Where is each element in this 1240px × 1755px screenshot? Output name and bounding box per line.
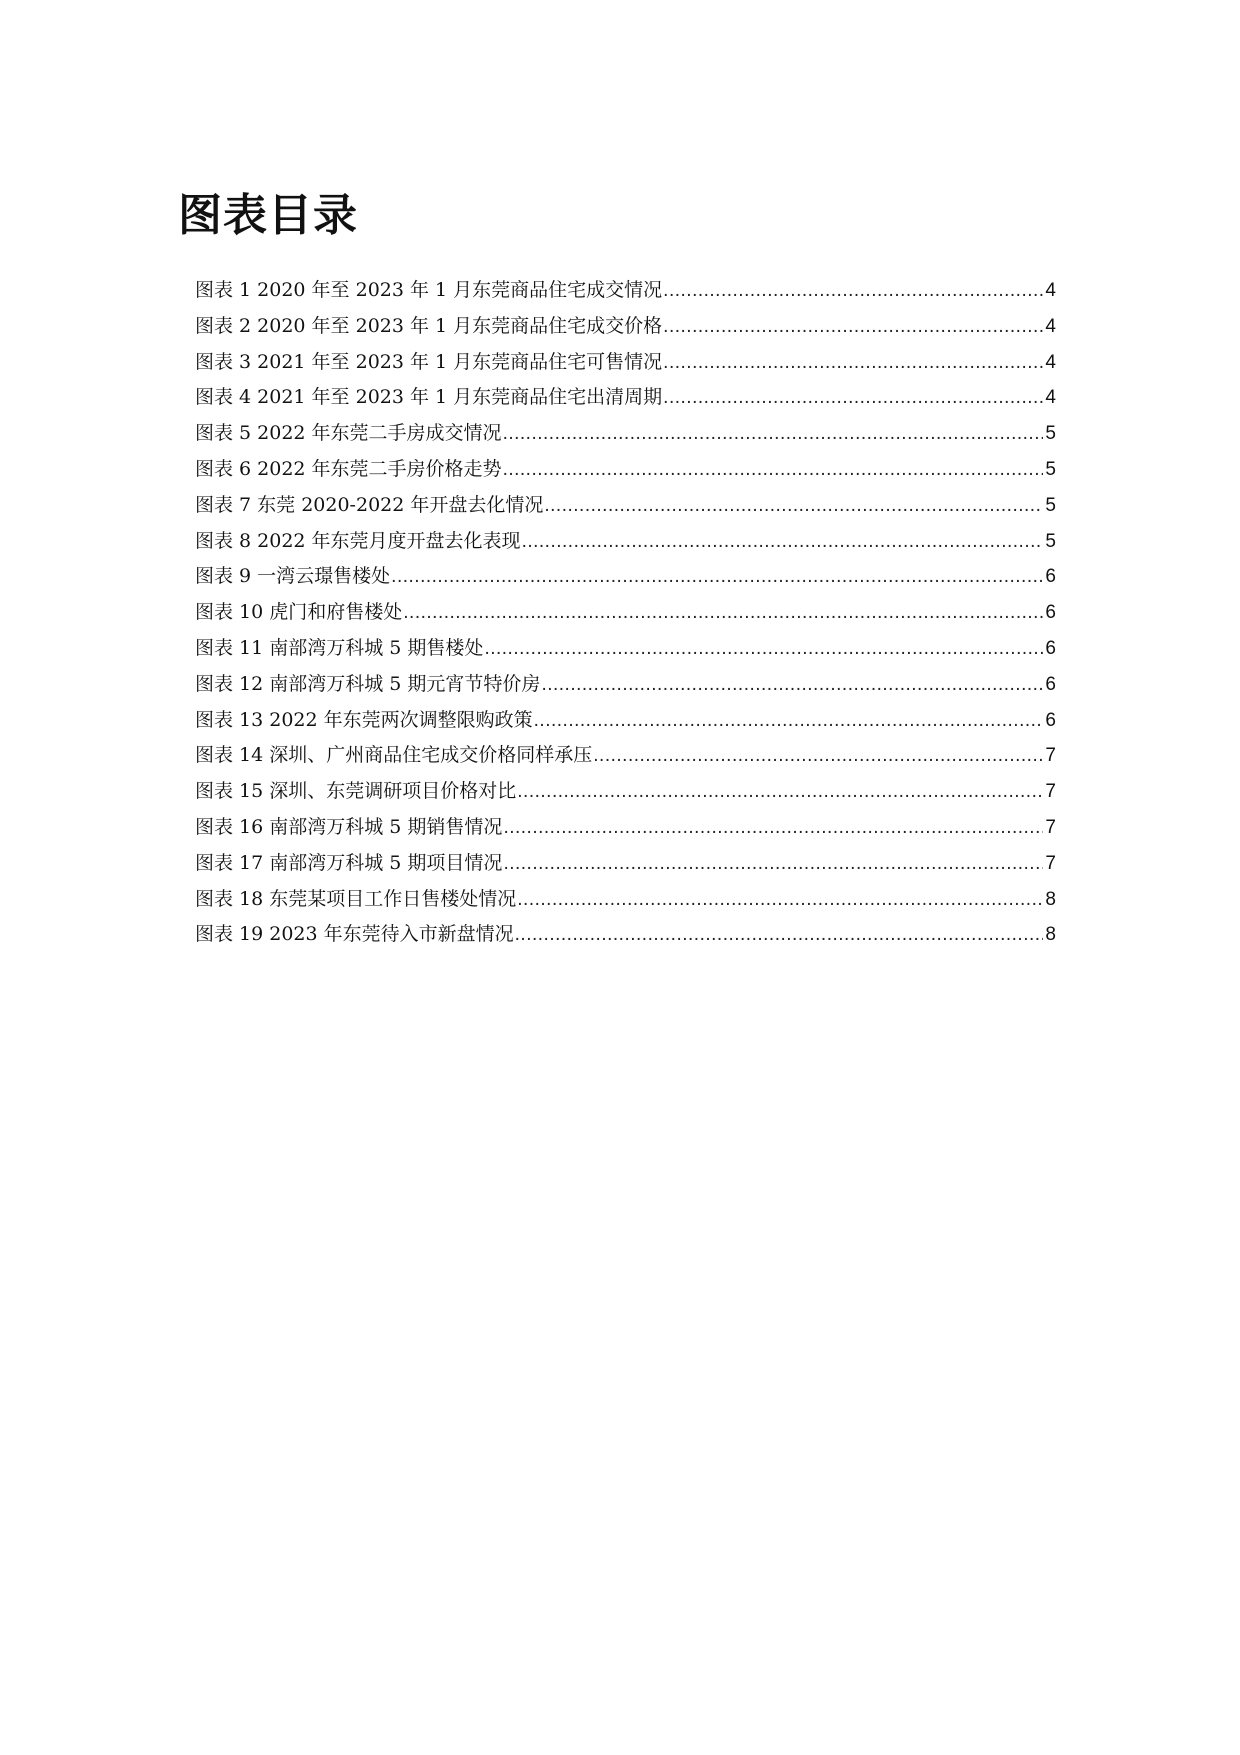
toc-entry-page: 5 <box>1045 494 1056 516</box>
toc-entry-page: 5 <box>1045 423 1056 445</box>
toc-entry-label: 图表 1 2020 年至 2023 年 1 月东莞商品住宅成交情况 <box>195 279 663 301</box>
toc-entry[interactable] <box>195 418 1056 454</box>
toc-entry[interactable] <box>195 561 1056 597</box>
toc-entry-page: 6 <box>1045 637 1056 659</box>
dot-leader <box>503 849 1043 879</box>
toc-entry-page: 4 <box>1045 280 1056 301</box>
toc-entry-label: 图表 9 一湾云璟售楼处 <box>195 565 391 588</box>
dot-leader <box>593 741 1043 771</box>
dot-leader <box>534 706 1044 736</box>
toc-entry-page: 7 <box>1045 816 1056 838</box>
toc-entry-label: 图表 14 深圳、广州商品住宅成交价格同样承压 <box>195 744 593 767</box>
toc-entry[interactable] <box>195 740 1056 776</box>
toc-entry-page: 6 <box>1045 709 1056 731</box>
toc-entry-page: 8 <box>1045 888 1056 910</box>
toc-entry-label: 图表 16 南部湾万科城 5 期销售情况 <box>195 815 503 838</box>
dot-leader <box>541 670 1043 700</box>
toc-entry-page: 8 <box>1045 924 1056 946</box>
toc-entry-label: 图表 11 南部湾万科城 5 期售楼处 <box>195 636 484 659</box>
toc-entry[interactable] <box>195 275 1056 311</box>
toc-entry-page: 5 <box>1045 530 1056 552</box>
toc-entry-page: 5 <box>1045 458 1056 480</box>
dot-leader <box>663 348 1043 378</box>
toc-entry-label: 图表 2 2020 年至 2023 年 1 月东莞商品住宅成交价格 <box>195 314 663 337</box>
toc-entry-page: 7 <box>1045 781 1056 803</box>
toc-entry[interactable] <box>195 633 1056 669</box>
toc-entry-label: 图表 3 2021 年至 2023 年 1 月东莞商品住宅可售情况 <box>195 350 663 373</box>
toc-entry[interactable] <box>195 919 1056 955</box>
toc-entry-label: 图表 15 深圳、东莞调研项目价格对比 <box>195 780 517 803</box>
toc-entry[interactable] <box>195 884 1056 920</box>
toc-entry-label: 图表 10 虎门和府售楼处 <box>195 601 403 624</box>
dot-leader <box>544 491 1043 521</box>
toc-entry-page: 6 <box>1045 673 1056 695</box>
toc-entry[interactable] <box>195 597 1056 633</box>
dot-leader <box>503 455 1044 485</box>
toc-entry[interactable] <box>195 776 1056 812</box>
toc-entry-page: 4 <box>1045 315 1056 337</box>
dot-leader <box>503 813 1043 843</box>
toc-entry[interactable] <box>195 454 1056 490</box>
toc-entry-label: 图表 5 2022 年东莞二手房成交情况 <box>195 422 502 445</box>
toc-entry-label: 图表 4 2021 年至 2023 年 1 月东莞商品住宅出清周期 <box>195 386 663 409</box>
toc-entry-label: 图表 12 南部湾万科城 5 期元宵节特价房 <box>195 672 541 695</box>
toc-entry-label: 图表 17 南部湾万科城 5 期项目情况 <box>195 851 503 874</box>
toc-list <box>195 275 1056 955</box>
toc-entry[interactable] <box>195 812 1056 848</box>
toc-entry-page: 6 <box>1045 602 1056 624</box>
toc-entry-label: 图表 18 东莞某项目工作日售楼处情况 <box>195 887 517 910</box>
dot-leader <box>517 885 1043 915</box>
dot-leader <box>517 777 1043 807</box>
dot-leader <box>522 527 1044 557</box>
toc-entry-page: 4 <box>1045 351 1056 373</box>
dot-leader <box>515 920 1044 950</box>
toc-entry[interactable] <box>195 526 1056 562</box>
dot-leader <box>484 634 1043 664</box>
toc-entry-label: 图表 19 2023 年东莞待入市新盘情况 <box>195 923 514 946</box>
toc-entry[interactable] <box>195 347 1056 383</box>
toc-entry-label: 图表 6 2022 年东莞二手房价格走势 <box>195 457 502 480</box>
dot-leader <box>663 312 1043 342</box>
dot-leader <box>503 419 1044 449</box>
toc-entry-page: 7 <box>1045 852 1056 874</box>
dot-leader <box>663 276 1043 306</box>
toc-entry[interactable] <box>195 311 1056 347</box>
toc-entry[interactable] <box>195 705 1056 741</box>
toc-entry[interactable] <box>195 490 1056 526</box>
toc-title: 图表目录 <box>178 190 358 241</box>
toc-entry[interactable] <box>195 669 1056 705</box>
toc-entry-label: 图表 13 2022 年东莞两次调整限购政策 <box>195 708 533 731</box>
toc-entry-page: 7 <box>1045 745 1056 767</box>
toc-entry[interactable] <box>195 382 1056 418</box>
dot-leader <box>391 562 1043 592</box>
toc-entry-page: 4 <box>1045 387 1056 409</box>
toc-entry-label: 图表 8 2022 年东莞月度开盘去化表现 <box>195 529 521 552</box>
toc-entry[interactable] <box>195 848 1056 884</box>
toc-entry-label: 图表 7 东莞 2020-2022 年开盘去化情况 <box>195 493 544 516</box>
dot-leader <box>663 383 1043 413</box>
toc-entry-page: 6 <box>1045 566 1056 588</box>
dot-leader <box>403 598 1043 628</box>
